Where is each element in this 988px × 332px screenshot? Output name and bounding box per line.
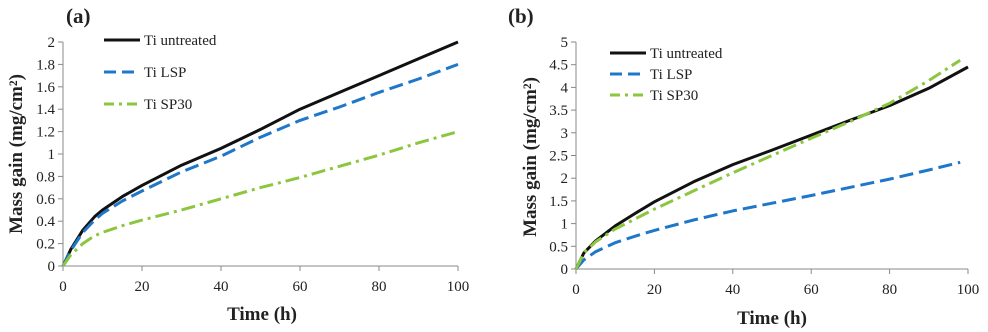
legend-entry-label: Ti untreated	[144, 33, 217, 49]
chart-panel-a	[6, 4, 469, 325]
legend-entry-label: Ti SP30	[650, 88, 699, 104]
legend-entry-label: Ti LSP	[144, 65, 187, 81]
legend-a	[104, 33, 217, 113]
y-axis-title-b: Mass gain (mg/cm²)	[520, 77, 541, 237]
x-tick-label: 0	[572, 282, 580, 298]
y-tick-label: 4.5	[549, 57, 568, 74]
y-tick-label: 4	[560, 80, 568, 97]
y-tick-label: 0.4	[36, 214, 55, 231]
y-tick-labels-a	[36, 35, 55, 275]
y-tick-label: 3.5	[549, 103, 568, 120]
y-tick-label: 1.6	[36, 79, 55, 96]
y-tick-label: 0.2	[36, 236, 55, 253]
chart-panel-b	[508, 4, 979, 329]
series-line-ti-untreated	[576, 67, 968, 269]
x-tick-label: 20	[646, 282, 662, 298]
legend-entry-label: Ti untreated	[650, 46, 723, 62]
y-tick-label: 1.4	[36, 102, 55, 119]
series-group-b	[576, 60, 968, 269]
x-tick-labels-a	[59, 279, 469, 295]
y-tick-label: 5	[560, 35, 568, 51]
legend-entry-label: Ti LSP	[650, 67, 693, 83]
series-line-ti-sp30	[63, 132, 458, 266]
x-tick-label: 20	[134, 279, 150, 295]
x-tick-label: 80	[371, 279, 387, 295]
x-tick-label: 100	[956, 282, 980, 298]
legend-b	[610, 46, 723, 104]
y-tick-label: 0.6	[36, 191, 55, 208]
y-tick-label: 0.5	[549, 239, 568, 256]
panel-label-a: (a)	[66, 4, 91, 28]
x-axis-title-a: Time (h)	[227, 304, 297, 325]
y-tick-label: 2	[47, 35, 55, 51]
x-tick-labels-b	[572, 282, 979, 298]
y-tick-label: 2	[560, 171, 568, 188]
x-tick-label: 80	[882, 282, 898, 298]
y-tick-label: 0.8	[36, 169, 55, 186]
x-tick-label: 40	[725, 282, 741, 298]
x-axis-title-b: Time (h)	[737, 308, 807, 329]
y-tick-labels-b	[549, 35, 568, 278]
panel-label-b: (b)	[508, 4, 534, 28]
y-tick-label: 3	[560, 125, 568, 142]
y-tick-label: 1.5	[549, 193, 568, 210]
x-tick-label: 100	[446, 279, 470, 295]
y-tick-label: 1.2	[36, 124, 55, 141]
y-tick-label: 1.8	[36, 57, 55, 74]
y-tick-label: 0	[560, 262, 568, 278]
axes-a	[58, 42, 458, 271]
y-axis-title-a: Mass gain (mg/cm²)	[6, 74, 27, 234]
x-tick-label: 0	[59, 279, 67, 295]
series-line-ti-untreated	[63, 42, 458, 266]
x-tick-label: 60	[803, 282, 819, 298]
x-tick-label: 60	[292, 279, 308, 295]
y-tick-label: 2.5	[549, 148, 568, 165]
series-group-a	[63, 42, 458, 266]
legend-entry-label: Ti SP30	[144, 97, 193, 113]
x-tick-label: 40	[213, 279, 229, 295]
y-tick-label: 0	[47, 259, 55, 275]
series-line-ti-lsp	[63, 64, 458, 266]
y-tick-label: 1	[560, 216, 568, 233]
y-tick-label: 1	[47, 147, 55, 163]
